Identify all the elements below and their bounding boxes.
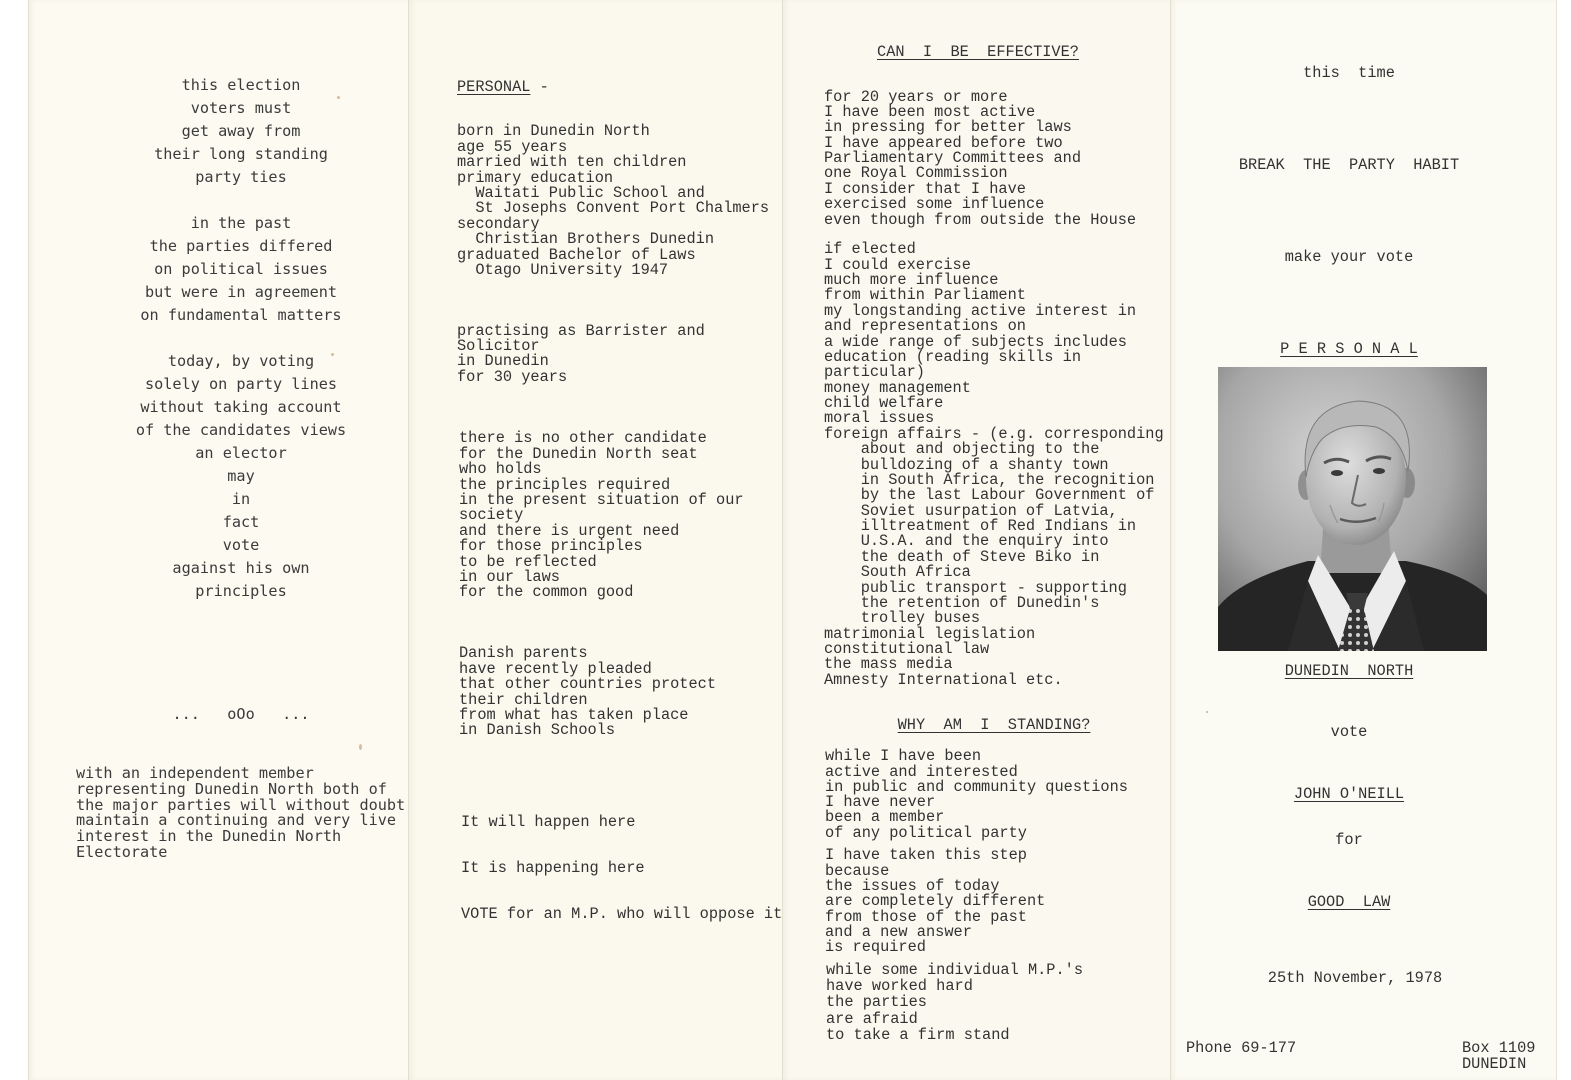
text-line: interest in the Dunedin North [76,827,342,846]
indented-text-line: Soviet usurpation of Latvia, [860,501,1118,520]
text-line: one Royal Commission [824,164,1008,183]
text-line: of any political party [825,823,1027,842]
text-line: but were in agreement [144,282,338,301]
text-line: while I have been [825,747,982,766]
personal-title-text: P E R S O N A L [1280,340,1418,358]
standing-heading [821,717,1167,733]
text-line: fact [222,512,260,531]
po-box-city: DUNEDIN [1462,1055,1527,1073]
personal-heading-text: PERSONAL [457,78,531,96]
text-line: education (reading skills in [824,347,1082,366]
panel-3 [782,0,1171,1080]
text-line: matrimonial legislation [824,624,1036,643]
text-line: may [227,466,255,485]
candidate-portrait-photo [1218,367,1487,651]
text-line: because [825,861,890,880]
party-ties-verse [71,74,411,626]
text-line: I consider that I have [824,179,1026,198]
tagline: this time [1303,64,1395,82]
ornament-divider: ... oOo ... [172,705,310,723]
text-line: have worked hard [826,977,973,996]
text-line: in the present situation of our [459,490,744,509]
personal-heading [457,79,549,95]
text-line: even though from outside the House [824,210,1137,229]
text-line: this election [181,75,301,94]
text-line: the parties [826,993,927,1012]
panel-2 [408,0,783,1080]
paper-speck [337,96,340,99]
text-line: on fundamental matters [140,305,342,324]
text-line: for 20 years or more [824,87,1008,106]
indented-text-line: U.S.A. and the enquiry into [860,532,1109,551]
text-line: exercised some influence [824,195,1045,214]
text-line: I have taken this step [825,846,1027,865]
text-line: party ties [195,167,287,186]
po-box: Box 1109 [1462,1039,1536,1057]
text-line: an elector [195,443,287,462]
text-line: in Dunedin [457,352,549,371]
text-line: child welfare [824,394,944,413]
text-line: to be reflected [459,552,597,571]
effective-heading-text: CAN I BE EFFECTIVE? [877,43,1079,61]
text-line: Amnesty International etc. [824,670,1063,689]
text-line: society [459,506,524,525]
electorate [1181,663,1517,679]
good-law-text: GOOD LAW [1307,893,1391,911]
text-line: foreign affairs - (e.g. corresponding [824,424,1164,443]
candidate-name-text: JOHN O'NEILL [1293,785,1405,803]
text-line: their long standing [154,144,328,163]
indented-text-line: bulldozing of a shanty town [860,455,1109,474]
text-line: and representations on [824,317,1026,336]
text-line: if elected [824,240,916,259]
text-line: who holds [459,460,542,479]
text-line: on political issues [154,259,328,278]
practice-block [457,321,705,386]
paper-speck [331,353,334,356]
personal-heading-dash: - [539,78,549,96]
text-line: I could exercise [824,255,971,274]
panel-1 [28,0,409,1080]
text-line: for the common good [459,583,634,602]
paper-speck [359,744,362,750]
text-line: in public and community questions [825,777,1128,796]
text-line: Danish parents [459,644,588,663]
indented-text-line: St Josephs Convent Port Chalmers [475,199,770,218]
background-block [457,124,769,278]
portrait-image [1218,367,1487,651]
text-line: from within Parliament [824,286,1026,305]
personal-title [1181,341,1517,357]
text-line: in pressing for better laws [824,118,1072,137]
text-line: from what has taken place [459,705,689,724]
text-line: particular) [824,363,925,382]
text-line: constitutional law [824,640,990,659]
text-line: and a new answer [825,923,972,942]
text-line: are afraid [826,1009,918,1028]
principles-block [459,431,744,600]
indented-text-line: the death of Steve Biko in [860,547,1100,566]
slogan-happening: It is happening here [461,859,645,877]
text-line: maintain a continuing and very live [76,811,397,830]
indented-text-line: public transport - supporting [860,578,1127,597]
text-line: Electorate [76,842,168,861]
slogan-break-habit: BREAK THE PARTY HABIT [1238,156,1460,174]
make-your-vote: make your vote [1284,248,1414,266]
indented-text-line: by the last Labour Government of [860,486,1155,505]
good-law [1181,894,1517,910]
not-party-block [825,749,1128,841]
vote-word: vote [1330,723,1368,741]
text-line: the mass media [824,655,953,674]
record-block [824,87,1137,229]
indented-text-line: in South Africa, the recognition [860,470,1155,489]
text-line: from those of the past [825,907,1027,926]
text-line: the parties differed [149,236,333,255]
candidate-name [1181,786,1517,802]
text-line: been a member [825,808,945,827]
independent-member-paragraph [76,766,405,861]
text-line: graduated Bachelor of Laws [457,245,696,264]
text-line: money management [824,378,971,397]
text-line: solely on party lines [144,374,338,393]
text-line: much more influence [824,271,999,290]
text-line: active and interested [825,762,1018,781]
text-line: Parliamentary Committees and [824,149,1082,167]
text-line: I have been most active [824,102,1036,121]
text-line: a wide range of subjects includes [824,332,1127,351]
panel-4-cover [1170,0,1557,1080]
text-line: today, by voting [167,351,315,370]
text-line: principles [195,581,287,600]
slogan-vote: VOTE for an M.P. who will oppose it [461,905,783,923]
text-line: for 30 years [457,367,568,386]
effective-heading [801,44,1155,60]
text-line: moral issues [824,409,935,428]
indented-text-line: Otago University 1947 [475,260,669,279]
indented-text-line: about and objecting to the [860,440,1100,459]
text-line: to take a firm stand [826,1025,1010,1044]
text-line: in our laws [459,567,560,586]
why-now-block [825,848,1045,955]
for-word: for [1335,831,1363,849]
text-line: voters must [190,98,292,117]
text-line: my longstanding active interest in [824,301,1137,320]
text-line: against his own [172,558,310,577]
slogan-happen: It will happen here [461,813,636,831]
text-line: Solicitor [457,336,540,355]
indented-text-line: Waitati Public School and [475,183,705,202]
text-line: vote [222,535,260,554]
text-line: in Danish Schools [459,721,616,740]
text-line: the issues of today [825,876,1000,895]
text-line: for the Dunedin North seat [459,444,698,463]
parties-afraid-block [826,962,1083,1043]
if-elected-block [824,242,1164,688]
text-line: age 55 years [457,137,568,156]
text-line: born in Dunedin North [457,122,650,141]
past-stanza [71,212,411,327]
text-line: there is no other candidate [459,429,707,448]
text-line: without taking account [140,397,342,416]
today-stanza [71,350,411,603]
text-line: in the past [190,213,292,232]
text-line: the major parties will without doubt [76,795,406,814]
text-line: are completely different [825,892,1046,911]
indented-text-line: Christian Brothers Dunedin [475,230,715,249]
text-line: and there is urgent need [459,521,680,540]
paper-speck [1206,711,1208,713]
text-line: I have appeared before two [824,133,1063,152]
text-line: their children [459,690,588,709]
text-line: I have never [825,793,936,812]
text-line: practising as Barrister and [457,321,705,340]
election-date: 25th November, 1978 [1267,969,1443,987]
electorate-text: DUNEDIN NORTH [1284,662,1414,680]
indented-text-line: South Africa [860,563,971,582]
indented-text-line: the retention of Dunedin's [860,593,1100,612]
text-line: secondary [457,214,540,233]
indented-text-line: trolley buses [860,609,981,628]
text-line: representing Dunedin North both of [76,779,387,798]
danish-block [459,646,716,738]
standing-heading-text: WHY AM I STANDING? [897,716,1091,734]
text-line: get away from [181,121,301,140]
text-line: of the candidates views [135,420,347,439]
text-line: with an independent member [76,764,314,782]
text-line: the principles required [459,475,671,494]
text-line: have recently pleaded [459,659,652,678]
phone-number: Phone 69-177 [1186,1039,1297,1057]
text-line: while some individual M.P.'s [826,961,1084,979]
text-line: married with ten children [457,153,687,172]
indented-text-line: illtreatment of Red Indians in [860,517,1137,536]
text-line: that other countries protect [459,675,717,694]
intro-stanza [71,74,411,189]
text-line: in [231,489,251,508]
text-line: is required [825,938,926,957]
text-line: primary education [457,168,614,187]
text-line: for those principles [459,537,643,556]
